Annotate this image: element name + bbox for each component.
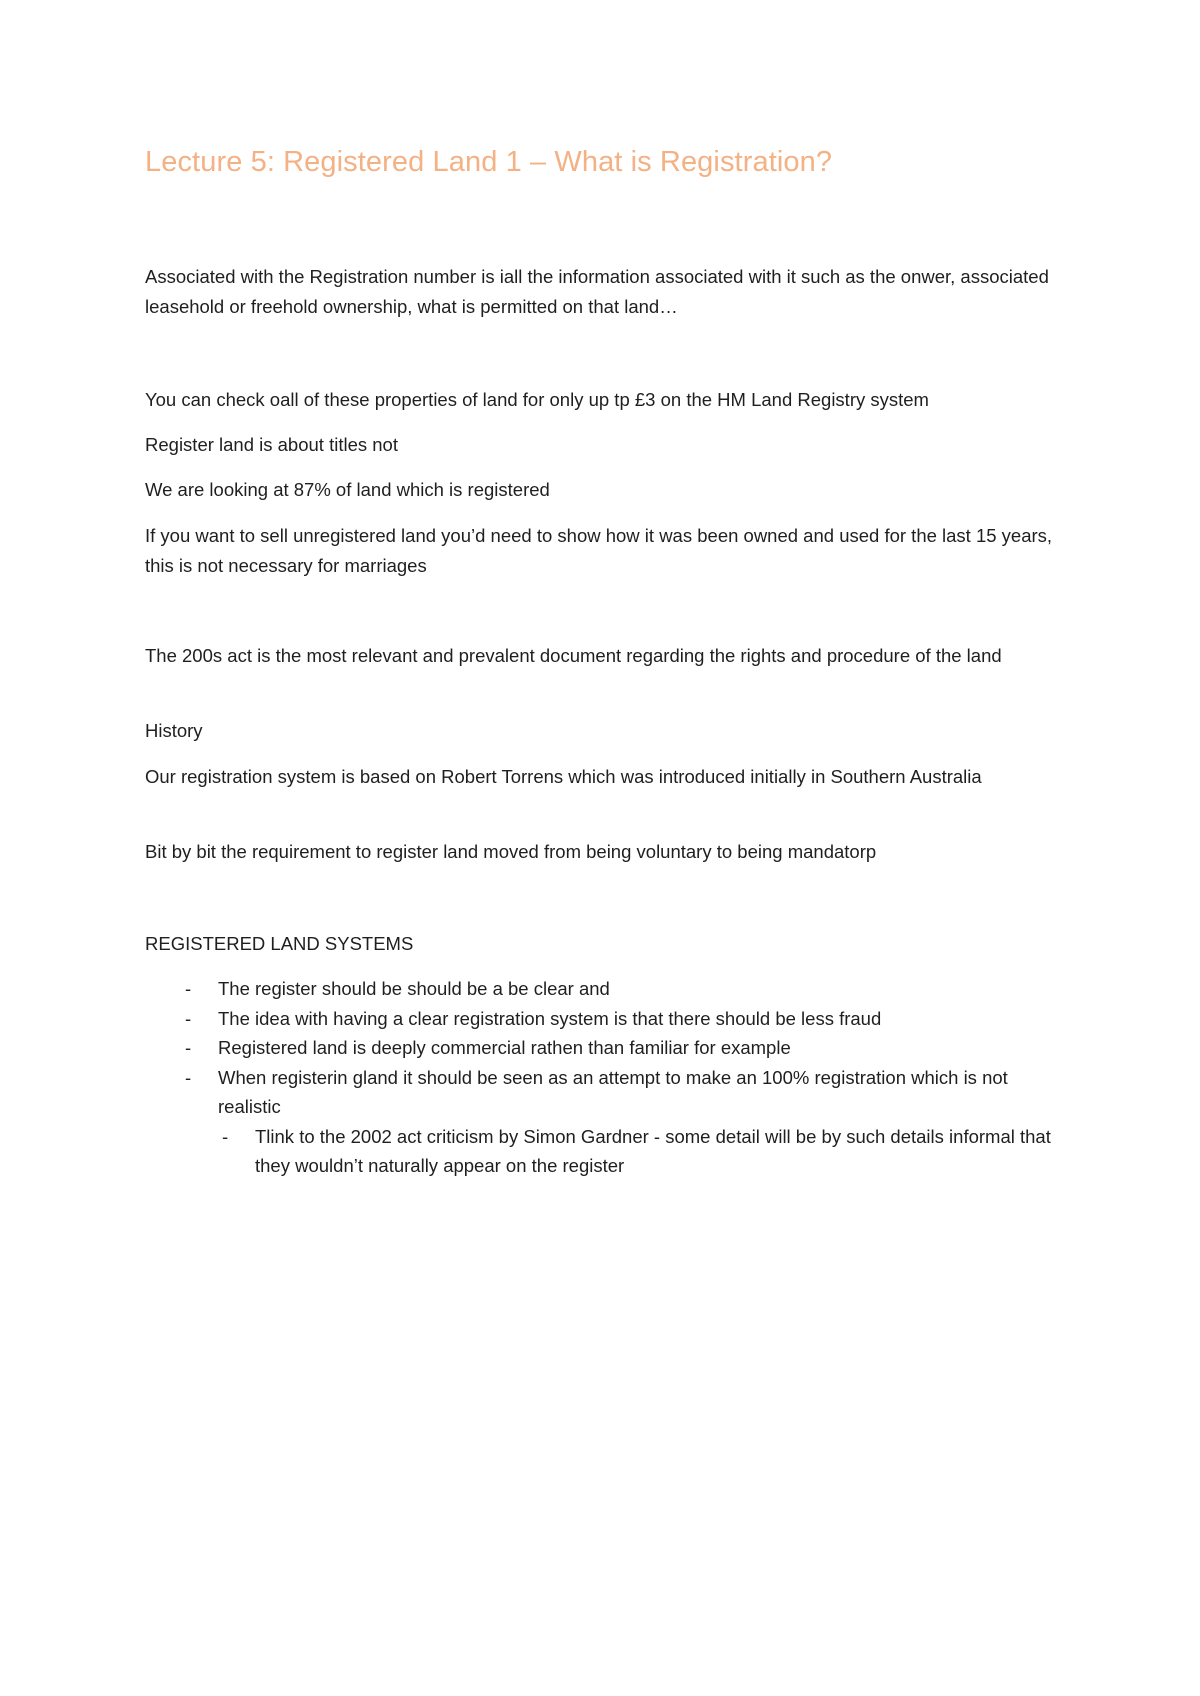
bullet-dash: - — [222, 1125, 229, 1147]
page-title: Lecture 5: Registered Land 1 – What is Registration? — [145, 146, 833, 178]
paragraph-registration-number: Associated with the Registration number is iall the information associated with it such as the onwer, associated leasehold or freehold ownership, what is permitted on that land… — [145, 266, 1049, 317]
paragraph-torrens: Our registration system is based on Robert Torrens which was introduced initially in Southern Australia — [145, 766, 982, 787]
bullet-list — [145, 974, 1065, 1181]
paragraph-voluntary-mandatory: Bit by bit the requirement to register land moved from being voluntary to being mandatorp — [145, 841, 877, 862]
list-item — [145, 974, 1065, 1004]
sub-list-item-text: Tlink to the 2002 act criticism by Simon Gardner - some detail will be by such details informal that they wouldn’t naturally appear on the register — [255, 1125, 1051, 1176]
bullet-dash: - — [185, 978, 192, 999]
list-item — [145, 1033, 1065, 1063]
sub-list-item — [145, 1122, 1065, 1181]
bullet-dash: - — [185, 1066, 192, 1088]
paragraph-registered-percent: We are looking at 87% of land which is registered — [145, 479, 550, 500]
paragraph-act: The 200s act is the most relevant and prevalent document regarding the rights and procedure of the land — [145, 645, 1002, 666]
list-item-text: The idea with having a clear registration system is that there should be less fraud — [218, 1007, 882, 1029]
list-item-text: Registered land is deeply commercial rathen than familiar for example — [218, 1037, 791, 1058]
paragraph-history-heading: History — [145, 720, 203, 741]
bullet-dash: - — [185, 1037, 192, 1058]
bullet-dash: - — [185, 1007, 192, 1029]
list-item-text: When registerin gland it should be seen as an attempt to make an 100% registration which is not realistic — [218, 1066, 1008, 1117]
section-heading-registered-land-systems: REGISTERED LAND SYSTEMS — [145, 933, 414, 954]
paragraph-unregistered-land: If you want to sell unregistered land you’d need to show how it was been owned and used for the last 15 years, this is not necessary for marriages — [145, 525, 1053, 576]
list-item-text: The register should be should be a be clear and — [218, 978, 610, 999]
list-item — [145, 1063, 1065, 1122]
paragraph-titles: Register land is about titles not — [145, 434, 398, 455]
list-item — [145, 1004, 1065, 1034]
paragraph-check-properties: You can check oall of these properties of land for only up tp £3 on the HM Land Registry system — [145, 389, 929, 410]
